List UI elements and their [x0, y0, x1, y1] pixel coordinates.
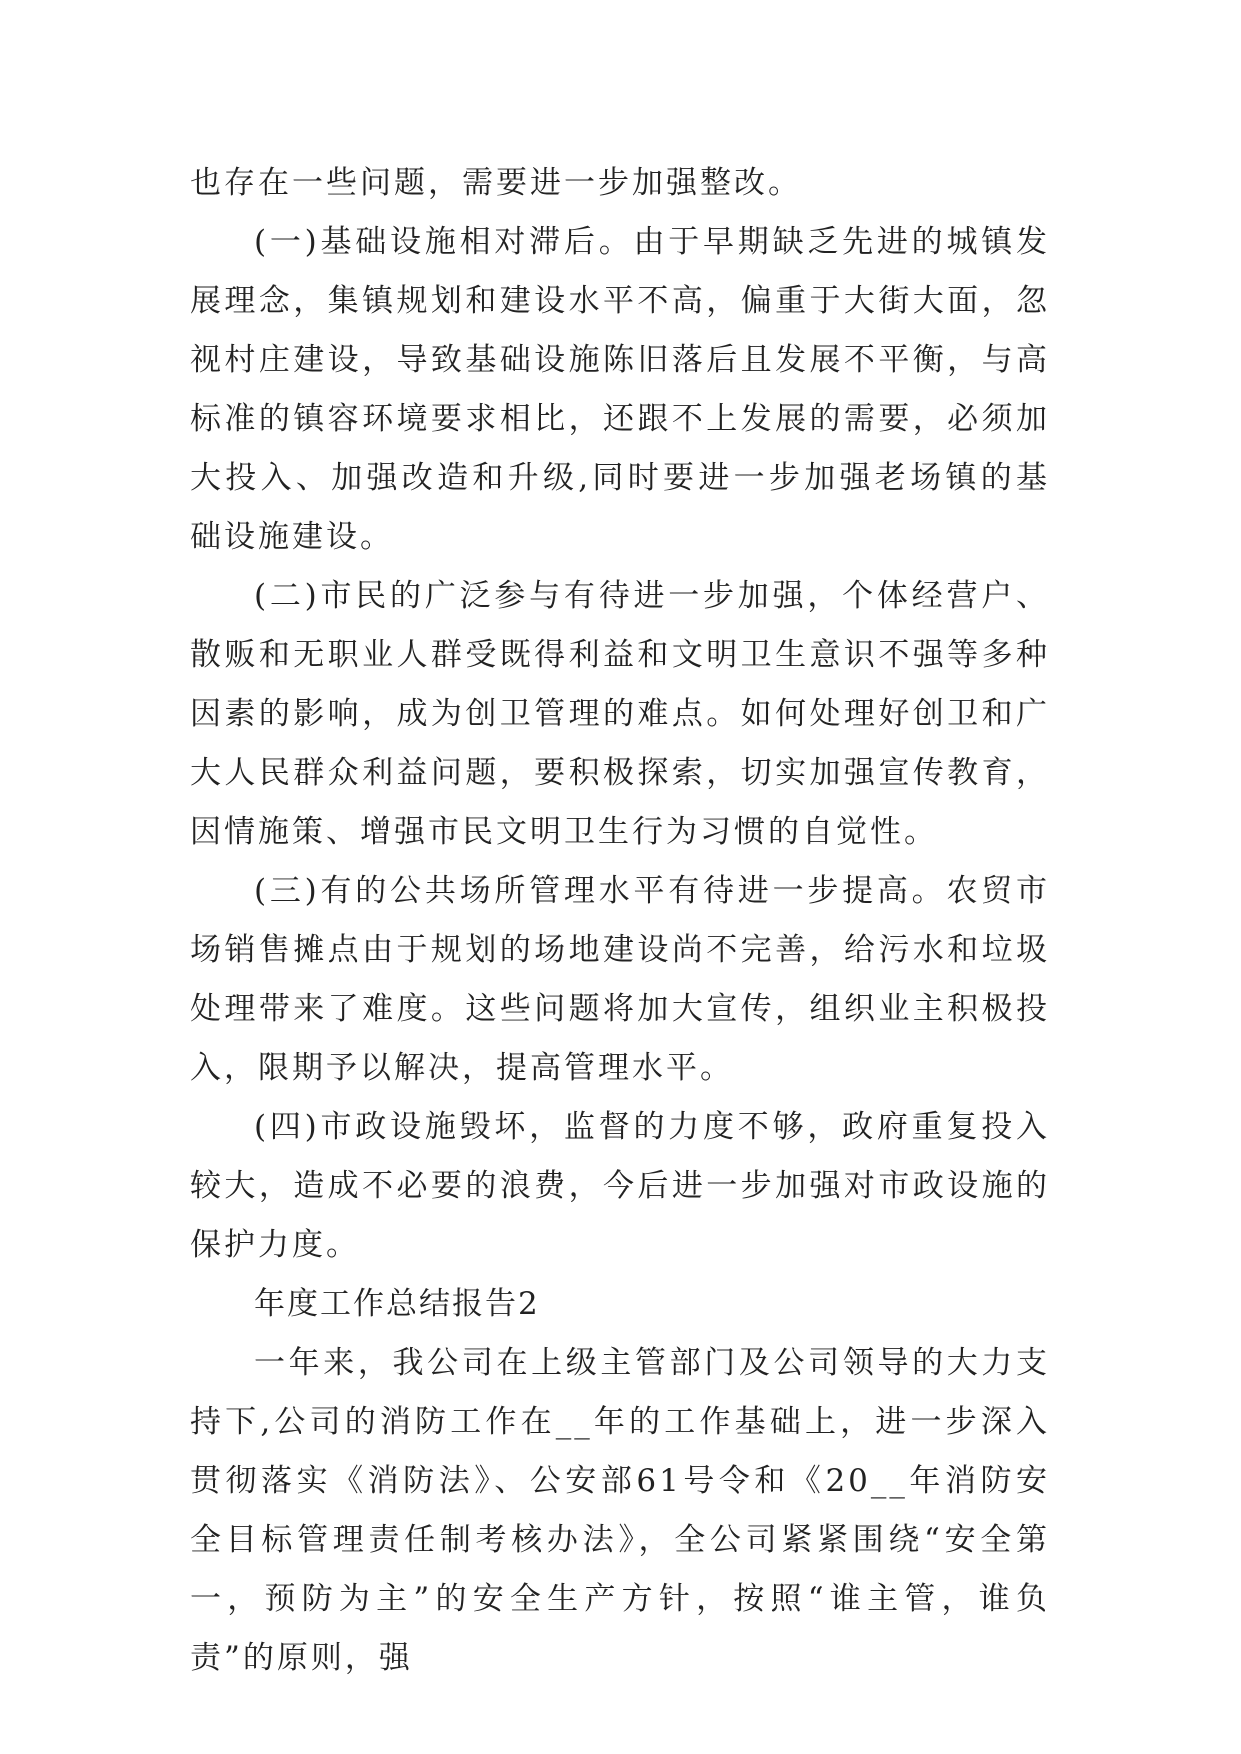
document-body — [190, 154, 1050, 1688]
paragraph-item-2: (二)市民的广泛参与有待进一步加强，个体经营户、散贩和无职业人群受既得利益和文明卫生意识不强等多种因素的影响，成为创卫管理的难点。如何处理好创卫和广大人民群众利益问题，要积极探索，切实加强宣传教育，因情施策、增强市民文明卫生行为习惯的自觉性。 — [190, 578, 1050, 850]
paragraph-item-4: (四)市政设施毁坏，监督的力度不够，政府重复投入较大，造成不必要的浪费，今后进一步加强对市政设施的保护力度。 — [190, 1109, 1050, 1263]
paragraph-intro: 也存在一些问题，需要进一步加强整改。 — [190, 165, 802, 201]
paragraph-report-body: 一年来，我公司在上级主管部门及公司领导的大力支持下,公司的消防工作在__年的工作基础上，进一步深入贯彻落实《消防法》、公安部61号令和《20__年消防安全目标管理责任制考核办法》，全公司紧紧围绕“安全第一，预防为主”的安全生产方针，按照“谁主管，谁负责”的原则，强 — [190, 1345, 1050, 1676]
paragraph-item-3: (三)有的公共场所管理水平有待进一步提高。农贸市场销售摊点由于规划的场地建设尚不完善，给污水和垃圾处理带来了难度。这些问题将加大宣传，组织业主积极投入，限期予以解决，提高管理水平。 — [190, 873, 1050, 1086]
paragraph-item-1: (一)基础设施相对滞后。由于早期缺乏先进的城镇发展理念，集镇规划和建设水平不高，偏重于大街大面，忽视村庄建设，导致基础设施陈旧落后且发展不平衡，与高标准的镇容环境要求相比，还跟不上发展的需要，必须加大投入、加强改造和升级,同时要进一步加强老场镇的基础设施建设。 — [190, 224, 1050, 555]
section-title: 年度工作总结报告2 — [254, 1286, 540, 1322]
